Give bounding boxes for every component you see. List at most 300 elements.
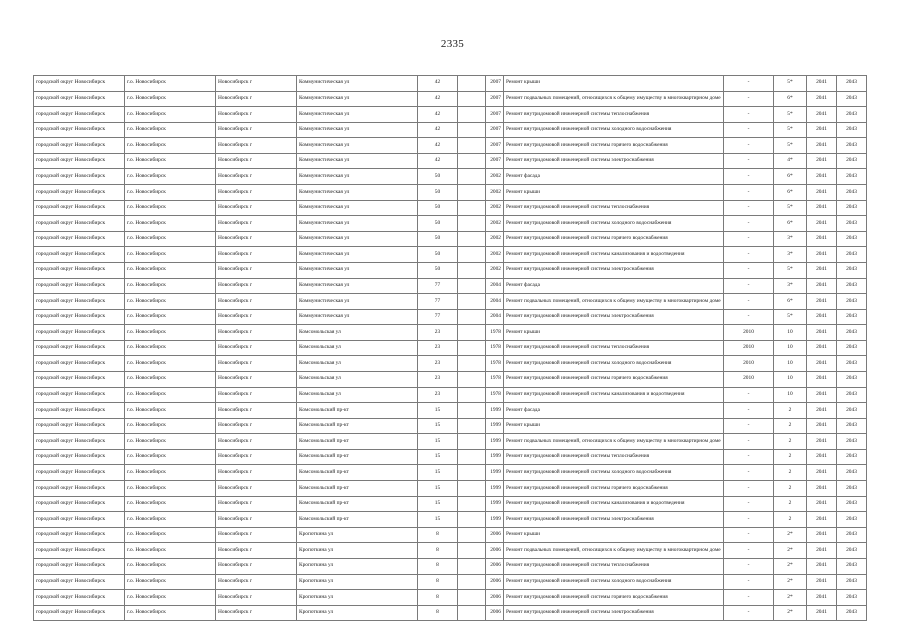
cell-district: городской округ Новосибирск [34,185,125,201]
cell-house: 15 [418,403,458,419]
table-row [34,91,867,107]
table-row [34,512,867,528]
cell-street: Комсомольская ул [297,325,418,341]
cell-plan-end-to: 2043 [837,76,867,92]
cell-survey-year: - [724,512,774,528]
cell-house: 8 [418,590,458,606]
cell-plan-start: 5* [774,200,807,216]
cell-district: городской округ Новосибирск [34,294,125,310]
cell-city: Новосибирск г [216,371,297,387]
cell-plan-end-to: 2043 [837,231,867,247]
cell-year: 2006 [486,558,504,574]
cell-street: Кропоткина ул [297,543,418,559]
cell-plan-start: 6* [774,169,807,185]
cell-work-type: Ремонт внутридомовой инженерной системы холодного водоснабжения [504,122,724,138]
cell-district: городской округ Новосибирск [34,325,125,341]
cell-house: 15 [418,449,458,465]
cell-year: 2007 [486,122,504,138]
cell-year: 2006 [486,590,504,606]
cell-building [458,76,486,92]
table-row [34,278,867,294]
cell-street: Комсомольский пр-кт [297,496,418,512]
table-row [34,356,867,372]
cell-street: Коммунистическая ул [297,169,418,185]
cell-survey-year: - [724,449,774,465]
cell-city: Новосибирск г [216,605,297,621]
cell-plan-end-to: 2043 [837,294,867,310]
cell-year: 1999 [486,449,504,465]
cell-city: Новосибирск г [216,465,297,481]
cell-year: 1999 [486,434,504,450]
cell-city: Новосибирск г [216,356,297,372]
cell-plan-end-from: 2041 [807,512,837,528]
cell-street: Комсомольский пр-кт [297,465,418,481]
cell-house: 50 [418,262,458,278]
cell-building [458,122,486,138]
cell-survey-year: - [724,403,774,419]
cell-survey-year: - [724,418,774,434]
cell-year: 1999 [486,403,504,419]
cell-work-type: Ремонт подвальных помещений, относящихся к общему имуществу в многоквартирном доме [504,434,724,450]
cell-work-type: Ремонт внутридомовой инженерной системы электроснабжения [504,512,724,528]
cell-district: городской округ Новосибирск [34,512,125,528]
cell-plan-start: 2 [774,512,807,528]
table-row [34,107,867,123]
cell-building [458,496,486,512]
cell-street: Кропоткина ул [297,574,418,590]
cell-plan-end-from: 2041 [807,387,837,403]
cell-year: 1978 [486,356,504,372]
cell-year: 2002 [486,185,504,201]
cell-plan-end-to: 2043 [837,449,867,465]
cell-building [458,418,486,434]
cell-plan-end-from: 2041 [807,278,837,294]
cell-municipality: г.о. Новосибирск [125,403,216,419]
cell-plan-end-from: 2041 [807,403,837,419]
table-row [34,590,867,606]
cell-plan-end-from: 2041 [807,91,837,107]
cell-municipality: г.о. Новосибирск [125,138,216,154]
cell-street: Коммунистическая ул [297,91,418,107]
cell-municipality: г.о. Новосибирск [125,247,216,263]
cell-street: Коммунистическая ул [297,185,418,201]
cell-municipality: г.о. Новосибирск [125,481,216,497]
cell-plan-end-to: 2043 [837,512,867,528]
cell-municipality: г.о. Новосибирск [125,122,216,138]
cell-plan-end-to: 2043 [837,418,867,434]
cell-plan-end-to: 2043 [837,403,867,419]
cell-house: 50 [418,185,458,201]
table-row [34,434,867,450]
cell-district: городской округ Новосибирск [34,107,125,123]
cell-plan-end-to: 2043 [837,558,867,574]
cell-plan-start: 2 [774,481,807,497]
cell-house: 77 [418,278,458,294]
cell-building [458,356,486,372]
cell-year: 2004 [486,309,504,325]
table-row [34,138,867,154]
cell-municipality: г.о. Новосибирск [125,278,216,294]
cell-house: 42 [418,138,458,154]
cell-work-type: Ремонт внутридомовой инженерной системы холодного водоснабжения [504,574,724,590]
cell-plan-end-to: 2043 [837,434,867,450]
cell-city: Новосибирск г [216,262,297,278]
cell-plan-end-from: 2041 [807,590,837,606]
cell-survey-year: 2010 [724,356,774,372]
cell-year: 1999 [486,481,504,497]
cell-city: Новосибирск г [216,574,297,590]
cell-work-type: Ремонт подвальных помещений, относящихся к общему имуществу в многоквартирном доме [504,543,724,559]
cell-year: 2007 [486,91,504,107]
cell-building [458,387,486,403]
cell-municipality: г.о. Новосибирск [125,340,216,356]
table-row [34,558,867,574]
cell-district: городской округ Новосибирск [34,153,125,169]
cell-street: Комсомольская ул [297,387,418,403]
cell-plan-end-to: 2043 [837,107,867,123]
cell-plan-start: 2* [774,543,807,559]
cell-year: 2007 [486,138,504,154]
cell-building [458,138,486,154]
cell-city: Новосибирск г [216,76,297,92]
cell-plan-end-to: 2043 [837,590,867,606]
cell-district: городской округ Новосибирск [34,76,125,92]
cell-district: городской округ Новосибирск [34,403,125,419]
table-row [34,247,867,263]
cell-street: Комсомольский пр-кт [297,418,418,434]
cell-city: Новосибирск г [216,185,297,201]
cell-work-type: Ремонт внутридомовой инженерной системы электроснабжения [504,309,724,325]
cell-street: Коммунистическая ул [297,122,418,138]
cell-house: 15 [418,465,458,481]
cell-plan-end-to: 2043 [837,138,867,154]
cell-district: городской округ Новосибирск [34,278,125,294]
cell-work-type: Ремонт внутридомовой инженерной системы холодного водоснабжения [504,216,724,232]
cell-work-type: Ремонт внутридомовой инженерной системы канализования и водоотведения [504,247,724,263]
cell-house: 42 [418,76,458,92]
cell-year: 1999 [486,418,504,434]
cell-plan-end-to: 2043 [837,543,867,559]
cell-plan-start: 3* [774,247,807,263]
cell-year: 2002 [486,262,504,278]
cell-plan-start: 2 [774,449,807,465]
cell-district: городской округ Новосибирск [34,309,125,325]
cell-survey-year: - [724,294,774,310]
cell-street: Комсомольская ул [297,371,418,387]
cell-city: Новосибирск г [216,294,297,310]
cell-street: Коммунистическая ул [297,76,418,92]
cell-plan-start: 5* [774,76,807,92]
cell-survey-year: - [724,76,774,92]
cell-work-type: Ремонт фасада [504,403,724,419]
cell-plan-start: 6* [774,216,807,232]
cell-year: 2004 [486,294,504,310]
table-row [34,403,867,419]
cell-work-type: Ремонт внутридомовой инженерной системы теплоснабжения [504,449,724,465]
cell-street: Коммунистическая ул [297,231,418,247]
cell-plan-end-to: 2043 [837,309,867,325]
cell-survey-year: - [724,231,774,247]
cell-plan-end-to: 2043 [837,278,867,294]
cell-street: Комсомольская ул [297,340,418,356]
cell-work-type: Ремонт внутридомовой инженерной системы теплоснабжения [504,340,724,356]
cell-plan-end-to: 2043 [837,216,867,232]
cell-year: 1999 [486,512,504,528]
cell-municipality: г.о. Новосибирск [125,574,216,590]
cell-municipality: г.о. Новосибирск [125,325,216,341]
cell-house: 15 [418,496,458,512]
cell-plan-end-from: 2041 [807,262,837,278]
cell-building [458,605,486,621]
cell-plan-end-from: 2041 [807,76,837,92]
cell-house: 8 [418,574,458,590]
cell-plan-end-to: 2043 [837,481,867,497]
table-row [34,231,867,247]
cell-work-type: Ремонт внутридомовой инженерной системы канализования и водоотведения [504,496,724,512]
cell-plan-start: 10 [774,387,807,403]
cell-street: Коммунистическая ул [297,200,418,216]
cell-building [458,371,486,387]
cell-survey-year: - [724,278,774,294]
cell-survey-year: - [724,107,774,123]
cell-plan-end-from: 2041 [807,527,837,543]
cell-plan-end-from: 2041 [807,169,837,185]
table-body [34,76,867,621]
cell-district: городской округ Новосибирск [34,496,125,512]
cell-year: 1978 [486,371,504,387]
cell-work-type: Ремонт фасада [504,169,724,185]
cell-plan-start: 2* [774,574,807,590]
cell-year: 2007 [486,76,504,92]
cell-house: 23 [418,325,458,341]
cell-plan-start: 2 [774,496,807,512]
cell-plan-end-to: 2043 [837,122,867,138]
cell-plan-end-from: 2041 [807,153,837,169]
cell-work-type: Ремонт внутридомовой инженерной системы горячего водоснабжения [504,138,724,154]
cell-municipality: г.о. Новосибирск [125,185,216,201]
cell-city: Новосибирск г [216,543,297,559]
cell-street: Комсомольский пр-кт [297,481,418,497]
cell-municipality: г.о. Новосибирск [125,216,216,232]
cell-district: городской округ Новосибирск [34,590,125,606]
cell-district: городской округ Новосибирск [34,449,125,465]
table-row [34,309,867,325]
cell-survey-year: - [724,481,774,497]
cell-house: 15 [418,512,458,528]
cell-building [458,247,486,263]
cell-plan-start: 6* [774,294,807,310]
cell-district: городской округ Новосибирск [34,340,125,356]
cell-year: 2004 [486,278,504,294]
cell-district: городской округ Новосибирск [34,91,125,107]
cell-plan-end-from: 2041 [807,231,837,247]
cell-house: 15 [418,418,458,434]
cell-plan-end-to: 2043 [837,153,867,169]
cell-survey-year: - [724,309,774,325]
table-row [34,200,867,216]
cell-year: 1978 [486,340,504,356]
cell-plan-end-from: 2041 [807,138,837,154]
cell-plan-end-from: 2041 [807,558,837,574]
table-row [34,449,867,465]
cell-building [458,527,486,543]
cell-plan-end-from: 2041 [807,465,837,481]
cell-building [458,481,486,497]
cell-street: Комсомольский пр-кт [297,512,418,528]
cell-house: 42 [418,91,458,107]
page-number: 2335 [440,38,465,50]
cell-district: городской округ Новосибирск [34,605,125,621]
cell-plan-end-from: 2041 [807,200,837,216]
cell-year: 2002 [486,200,504,216]
cell-district: городской округ Новосибирск [34,216,125,232]
cell-house: 50 [418,247,458,263]
cell-year: 1978 [486,387,504,403]
cell-survey-year: - [724,200,774,216]
cell-survey-year: - [724,262,774,278]
cell-plan-end-from: 2041 [807,294,837,310]
cell-house: 8 [418,558,458,574]
cell-street: Коммунистическая ул [297,138,418,154]
cell-work-type: Ремонт внутридомовой инженерной системы горячего водоснабжения [504,481,724,497]
cell-city: Новосибирск г [216,278,297,294]
cell-building [458,574,486,590]
cell-city: Новосибирск г [216,216,297,232]
cell-district: городской округ Новосибирск [34,465,125,481]
cell-house: 8 [418,605,458,621]
cell-plan-end-to: 2043 [837,605,867,621]
cell-building [458,309,486,325]
cell-building [458,169,486,185]
cell-municipality: г.о. Новосибирск [125,543,216,559]
cell-house: 15 [418,434,458,450]
cell-district: городской округ Новосибирск [34,418,125,434]
cell-survey-year: - [724,496,774,512]
cell-street: Кропоткина ул [297,590,418,606]
cell-city: Новосибирск г [216,387,297,403]
cell-city: Новосибирск г [216,309,297,325]
cell-work-type: Ремонт внутридомовой инженерной системы теплоснабжения [504,200,724,216]
cell-plan-start: 10 [774,371,807,387]
cell-work-type: Ремонт внутридомовой инженерной системы горячего водоснабжения [504,590,724,606]
table-row [34,185,867,201]
cell-plan-start: 5* [774,262,807,278]
cell-street: Комсомольский пр-кт [297,449,418,465]
cell-district: городской округ Новосибирск [34,356,125,372]
cell-plan-end-from: 2041 [807,449,837,465]
cell-house: 50 [418,231,458,247]
cell-plan-end-to: 2043 [837,247,867,263]
repair-schedule-table [33,75,866,621]
cell-city: Новосибирск г [216,200,297,216]
cell-plan-start: 2* [774,605,807,621]
cell-plan-end-from: 2041 [807,356,837,372]
table-row [34,294,867,310]
cell-survey-year: - [724,527,774,543]
cell-building [458,185,486,201]
cell-building [458,153,486,169]
cell-year: 2006 [486,574,504,590]
cell-city: Новосибирск г [216,247,297,263]
cell-city: Новосибирск г [216,122,297,138]
cell-street: Коммунистическая ул [297,262,418,278]
cell-building [458,216,486,232]
cell-building [458,449,486,465]
table-row [34,481,867,497]
cell-district: городской округ Новосибирск [34,574,125,590]
cell-work-type: Ремонт внутридомовой инженерной системы горячего водоснабжения [504,231,724,247]
table-row [34,340,867,356]
cell-work-type: Ремонт внутридомовой инженерной системы электроснабжения [504,262,724,278]
cell-municipality: г.о. Новосибирск [125,558,216,574]
cell-work-type: Ремонт крыши [504,527,724,543]
cell-district: городской округ Новосибирск [34,481,125,497]
cell-plan-end-from: 2041 [807,340,837,356]
cell-street: Коммунистическая ул [297,153,418,169]
cell-plan-start: 2 [774,418,807,434]
cell-street: Коммунистическая ул [297,107,418,123]
cell-plan-end-to: 2043 [837,574,867,590]
cell-street: Коммунистическая ул [297,247,418,263]
cell-survey-year: - [724,387,774,403]
cell-city: Новосибирск г [216,434,297,450]
cell-street: Комсомольская ул [297,356,418,372]
cell-house: 15 [418,481,458,497]
cell-building [458,558,486,574]
cell-street: Коммунистическая ул [297,294,418,310]
cell-plan-end-from: 2041 [807,309,837,325]
cell-municipality: г.о. Новосибирск [125,496,216,512]
cell-municipality: г.о. Новосибирск [125,605,216,621]
cell-municipality: г.о. Новосибирск [125,449,216,465]
cell-year: 2002 [486,247,504,263]
cell-building [458,294,486,310]
cell-year: 2002 [486,231,504,247]
cell-plan-start: 2* [774,527,807,543]
cell-work-type: Ремонт внутридомовой инженерной системы холодного водоснабжения [504,465,724,481]
table-row [34,216,867,232]
cell-house: 23 [418,371,458,387]
table-row [34,543,867,559]
cell-plan-end-from: 2041 [807,185,837,201]
cell-survey-year: - [724,122,774,138]
cell-survey-year: - [724,169,774,185]
cell-district: городской округ Новосибирск [34,169,125,185]
cell-plan-end-from: 2041 [807,107,837,123]
cell-plan-start: 3* [774,278,807,294]
cell-district: городской округ Новосибирск [34,231,125,247]
cell-year: 2006 [486,605,504,621]
cell-survey-year: - [724,605,774,621]
cell-district: городской округ Новосибирск [34,247,125,263]
cell-city: Новосибирск г [216,481,297,497]
cell-municipality: г.о. Новосибирск [125,169,216,185]
cell-city: Новосибирск г [216,169,297,185]
cell-municipality: г.о. Новосибирск [125,231,216,247]
cell-street: Комсомольский пр-кт [297,434,418,450]
cell-district: городской округ Новосибирск [34,434,125,450]
cell-city: Новосибирск г [216,91,297,107]
cell-municipality: г.о. Новосибирск [125,76,216,92]
cell-plan-end-from: 2041 [807,496,837,512]
cell-house: 23 [418,340,458,356]
cell-survey-year: - [724,185,774,201]
cell-house: 77 [418,294,458,310]
cell-plan-end-to: 2043 [837,169,867,185]
table-row [34,387,867,403]
cell-house: 23 [418,387,458,403]
cell-plan-end-to: 2043 [837,340,867,356]
